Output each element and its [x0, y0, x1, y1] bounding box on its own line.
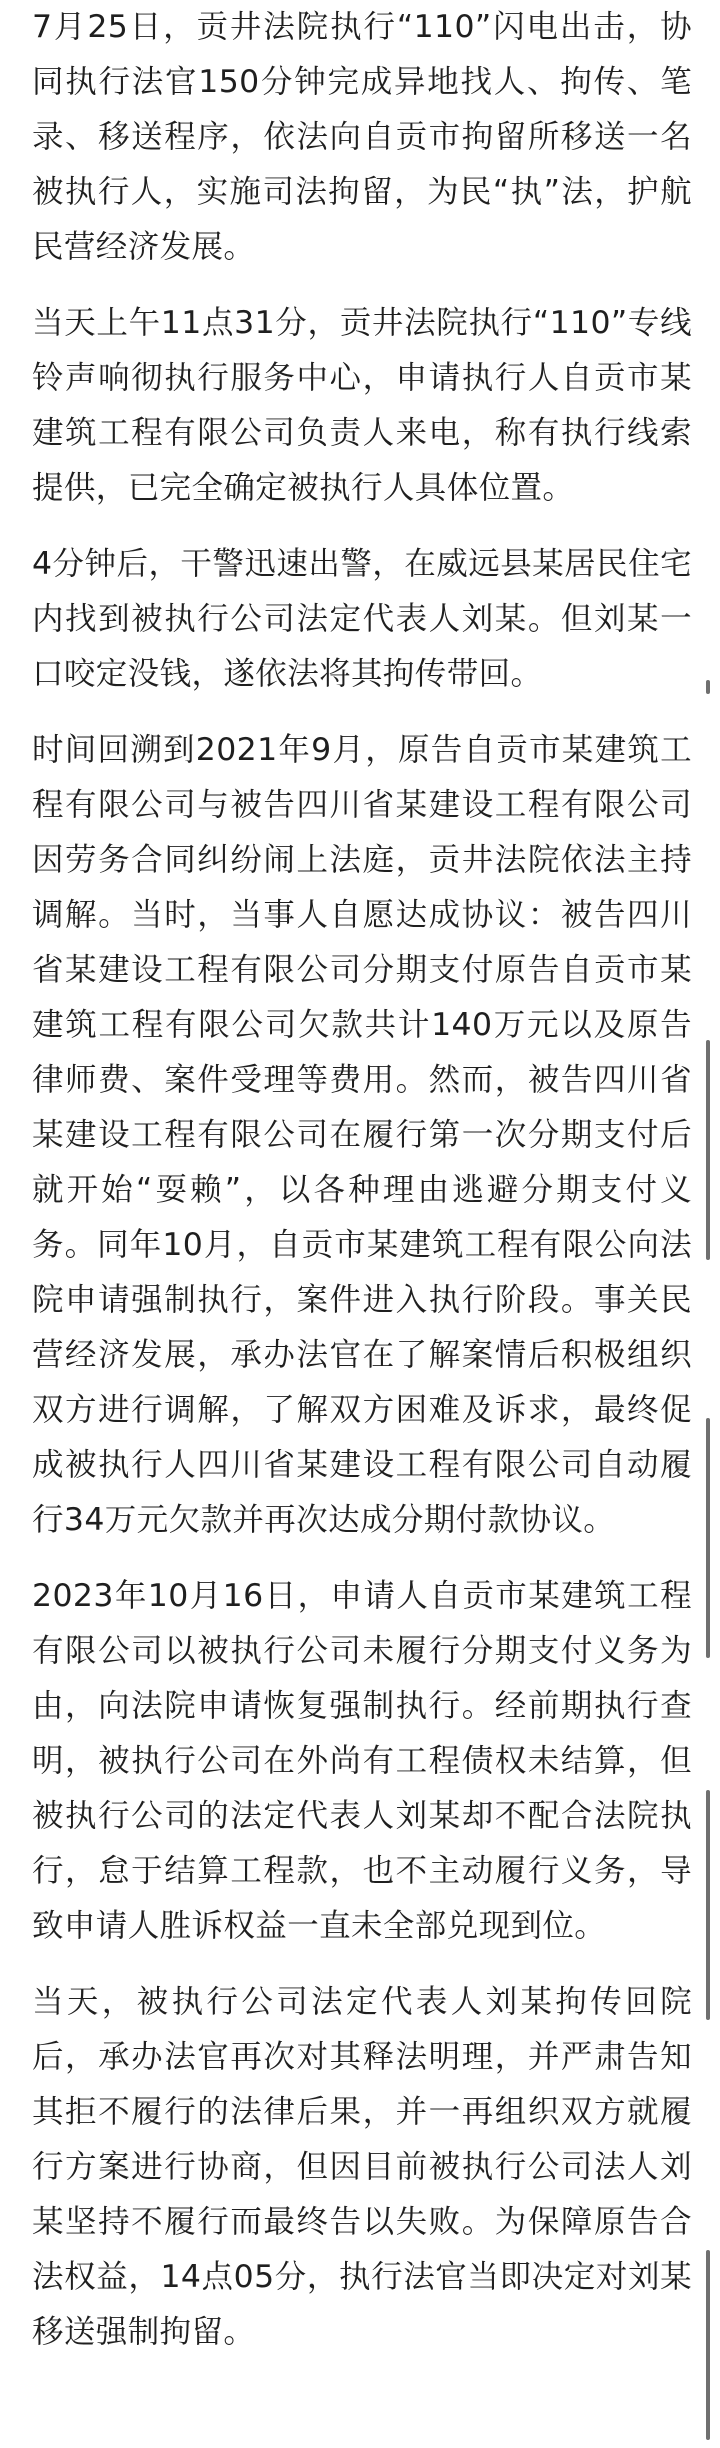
paragraph-4: 时间回溯到2021年9月，原告自贡市某建筑工程有限公司与被告四川省某建设工程有限公司因劳务合同纠纷闹上法庭，贡井法院依法主持调解。当时，当事人自愿达成协议：被告四川省某建设工程有限公司分期支付原告自贡市某建筑工程有限公司欠款共计140万元以及原告律师费、案件受理等费用。然而，被告四川省某建设工程有限公司在履行第一次分期支付后就开始“耍赖”，以各种理由逃避分期支付义务。同年10月，自贡市某建筑工程有限公向法院申请强制执行，案件进入执行阶段。事关民营经济发展，承办法官在了解案情后积极组织双方进行调解，了解双方困难及诉求，最终促成被执行人四川省某建设工程有限公司自动履行34万元欠款并再次达成分期付款协议。 [32, 732, 692, 1538]
scrollbar-mark-1 [706, 680, 710, 694]
paragraph-5: 2023年10月16日，申请人自贡市某建筑工程有限公司以被执行公司未履行分期支付义务为由，向法院申请恢复强制执行。经前期执行查明，被执行公司在外尚有工程债权未结算，但被执行公司的法定代表人刘某却不配合法院执行，怠于结算工程款，也不主动履行义务，导致申请人胜诉权益一直未全部兑现到位。 [32, 1578, 692, 1944]
scrollbar-mark-4 [706, 1790, 710, 2020]
scrollbar-mark-5 [706, 2250, 710, 2440]
scrollbar-mark-3 [706, 1418, 710, 1658]
scrollbar-mark-2 [706, 1040, 710, 1260]
paragraph-6: 当天，被执行公司法定代表人刘某拘传回院后，承办法官再次对其释法明理，并严肃告知其拒不履行的法律后果，并一再组织双方就履行方案进行协商，但因目前被执行公司法人刘某坚持不履行而最终告以失败。为保障原告合法权益，14点05分，执行法官当即决定对刘某移送强制拘留。 [32, 1984, 692, 2350]
paragraph-1: 7月25日，贡井法院执行“110”闪电出击，协同执行法官150分钟完成异地找人、拘传、笔录、移送程序，依法向自贡市拘留所移送一名被执行人，实施司法拘留，为民“执”法，护航民营经济发展。 [32, 9, 692, 265]
paragraph-3: 4分钟后，干警迅速出警，在威远县某居民住宅内找到被执行公司法定代表人刘某。但刘某一口咬定没钱，遂依法将其拘传带回。 [32, 546, 692, 692]
article-body [32, 0, 692, 2381]
paragraph-2: 当天上午11点31分，贡井法院执行“110”专线铃声响彻执行服务中心，申请执行人自贡市某建筑工程有限公司负责人来电，称有执行线索提供，已完全确定被执行人具体位置。 [32, 305, 692, 506]
